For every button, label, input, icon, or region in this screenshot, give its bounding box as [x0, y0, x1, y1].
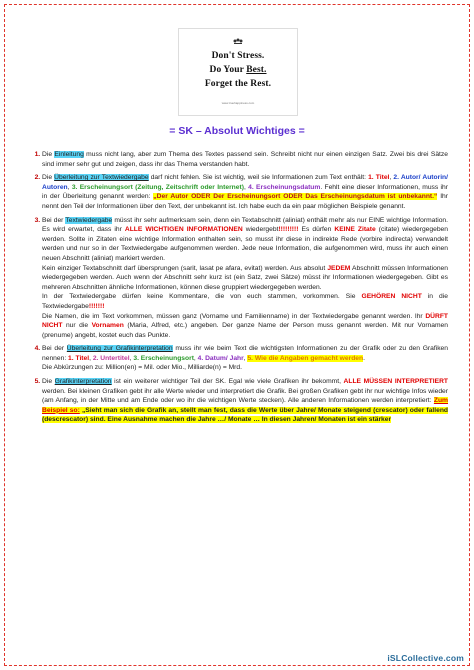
motto-line-2	[179, 65, 297, 75]
paragraph	[42, 264, 448, 293]
text: Die Namen, die im Text vorkommen, müssen ganz (Vorname und Familienname) in der Textwiedergabe genannt werden. Ihr	[42, 312, 426, 320]
site-watermark: iSLCollective.com	[387, 653, 464, 663]
text: Es dürfen	[298, 226, 335, 234]
text: (citate) wiedergegeben werden. Sollte in Zitaten eine wichtige Information enthalten sein, so musst ihr diese in indirekte Rede (vorbire indirecta) verwandelt werden und nur so in der Textwiedergabe aufgenommen werden. Jede neue Information, die aufgenommen wird, muss ihr auch einen neuen Abschnitt (aliniat) markiert werden.	[42, 226, 448, 262]
point-titel: 1. Titel	[368, 174, 390, 182]
point-datum: 4. Datum/ Jahr	[197, 354, 244, 362]
text: nur die	[62, 322, 92, 330]
text: (Maria, Alfred, etc.) angeben. Der ganze Name der Person muss genannt werden. Mit nur Vornamen (prenume) angebt, kostet euch das Punkte.	[42, 322, 448, 339]
sep: ,	[67, 183, 72, 191]
term-einleitung: Einleitung	[54, 151, 84, 158]
list-item-4	[42, 344, 448, 373]
emphasis: KEINE Zitate	[334, 226, 376, 234]
text: muss ihr wie beim Text die wichtigsten Informationen zu der Grafik oder zu den Grafiken nennen:	[42, 345, 448, 362]
emphasis: JEDEM	[327, 264, 351, 272]
emphasis: !!!!!!!	[88, 302, 105, 310]
example-sentence: „Sieht man sich die Grafik an, stellt man fest, dass die Werte über Jahre/ Monate steigend (crescator) oder fallend (descrescator) sind. Eine Ausnahme machen die Jahre …/ Monate … In diesen Jahren/ Monaten ist ein stärker	[42, 406, 448, 424]
text: . Fehlt eine dieser Informationen, muss ihr in der Überleitung genannt werden:	[42, 183, 448, 201]
text: müsst ihr sehr aufmerksam sein, denn ein Textabschnitt (aliniat) enthält mehr als nur EINE wichtige Information. Es wird erwartet, dass ihr	[42, 216, 449, 234]
point-angaben: 5. Wie die Angaben gemacht werden	[247, 354, 364, 362]
term-ueberleitung-grafik: Überleitung zur Grafikinterpretation	[66, 345, 173, 353]
sep: ,	[243, 354, 248, 362]
list-item-1	[42, 150, 448, 169]
point-titel: 1. Titel	[68, 354, 90, 362]
point-erscheinungsdatum: 4. Erscheinungsdatum	[248, 183, 321, 191]
text: Bei der	[42, 216, 66, 224]
emphasis: Vornamen	[91, 322, 124, 330]
text: wiedergebt	[242, 226, 279, 234]
emphasis: DÜRFT NICHT	[42, 312, 448, 330]
paragraph	[42, 312, 448, 341]
motto-logo	[178, 28, 298, 116]
text: werden. Bei kleinen Grafiken gebt ihr alle Werte wieder und interpretiert die Grafik. Bei großen Grafiken gebt ihr nur wichtige Infos wieder (am Anfang, in der Mitte und am Ende oder wo ihr die wichtigen Werte stecken). Alle anderen Informationen werden interpretiert:	[42, 387, 448, 405]
text: In der Textwiedergabe dürfen keine Kommentare, die von euch stammen, vorkommen. Sie	[42, 293, 362, 301]
sep: ,	[389, 174, 394, 182]
motto-line-2-a: Do Your	[209, 65, 247, 75]
flower-icon	[232, 37, 244, 45]
abbreviations: Die Abkürzungen zu: Million(en) = Mil. oder Mio., Milliarde(n) = Mrd.	[42, 364, 242, 372]
motto-url: www.truehappiness.com	[221, 101, 255, 105]
paragraph	[42, 292, 448, 311]
text: Die	[42, 378, 55, 386]
text: Abschnitt müssen Informationen wiedergegeben werden. Auch wenn der Abschnitt sehr kurz ist (ein Satz, zwei Sätze) müsst ihr Informationen wiedergegeben. Gibt es mehreren Abschnitten ähnliche Informationen, können diese gruppiert wiedergegeben werden.	[42, 264, 448, 291]
motto-line-3: Forget the Rest.	[204, 79, 272, 89]
list-item-3	[42, 216, 448, 341]
page-title: = SK – Absolut Wichtiges =	[169, 125, 305, 137]
sep: ,	[193, 354, 198, 362]
text: muss nicht lang, aber zum Thema des Textes passend sein. Schreibt nicht nur einen einzigen Satz. Zwei bis drei Sätze sind immer sehr gut und zeigen, dass ihr das Thema verstanden habt.	[42, 151, 448, 168]
sep: ,	[89, 354, 93, 362]
motto-line-2-b: Best.	[246, 65, 267, 75]
text: Ihr nennt den Teil der Informationen über den Text, der unbekannt ist. Ich habe euch da ein paar möglichen Beispiele genannt.	[42, 193, 448, 210]
example-label: Zum Beispiel so:	[42, 397, 448, 414]
point-untertitel: 2. Untertitel	[92, 354, 130, 362]
emphasis: GEHÖREN NICHT	[361, 293, 422, 301]
text: .	[363, 354, 365, 362]
sep: ,	[243, 183, 249, 191]
text: Die	[42, 151, 55, 158]
point-erscheinungsort: 3. Erscheinungsort	[133, 354, 194, 362]
emphasis: ALLE WICHTIGEN INFORMATIONEN	[124, 226, 243, 234]
text: in die Textwiedergabe	[42, 293, 448, 310]
term-grafikinterpretation: Grafikinterpretation	[54, 378, 112, 386]
text: darf nicht fehlen. Sie ist wichtig, weil sie Informationen zum Text enthält:	[148, 174, 369, 182]
text: Kein einziger Textabschnitt darf übersprungen (sarit, lasat pe afara, evitat) werden. Aus absolut	[42, 264, 328, 272]
example-quote: „Der Autor ODER Der Erscheinungsort ODER Das Erscheinungsdatum ist unbekannt.“	[153, 193, 438, 201]
point-erscheinungsort: 3. Erscheinungsort (Zeitung, Zeitschrift oder Internet)	[71, 183, 244, 191]
term-textwiedergabe: Textwiedergabe	[65, 216, 113, 224]
sep: ,	[129, 354, 134, 362]
text: Die	[42, 174, 55, 182]
rules-list	[26, 150, 448, 429]
motto-line-1: Don't Stress.	[211, 51, 265, 61]
point-autor: 2. Autor/ Autorin/ Autoren	[42, 174, 448, 191]
emphasis: !!!!!!!!!	[278, 226, 299, 234]
emphasis: ALLE MÜSSEN INTERPRETIERT	[343, 378, 448, 386]
text: ist ein weiterer wichtiger Teil der SK. Egal wie viele Grafiken ihr bekommt,	[111, 378, 344, 386]
list-item-2	[42, 173, 448, 211]
list-item-5	[42, 377, 448, 425]
term-ueberleitung-text: Überleitung zur Textwiedergabe	[54, 174, 149, 182]
text: Bei der	[42, 345, 67, 353]
